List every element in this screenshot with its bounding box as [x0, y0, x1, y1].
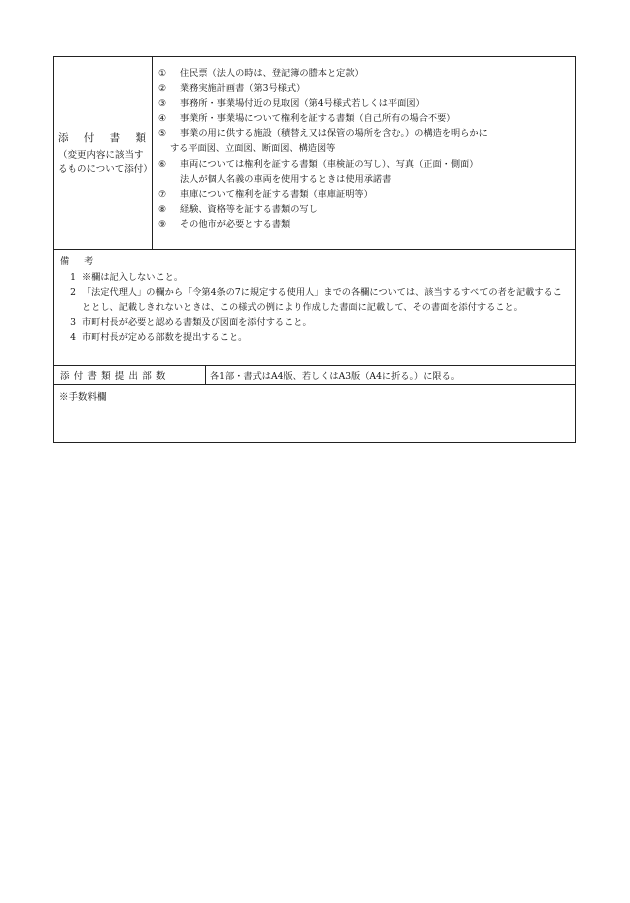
submission-count-label: 添付書類提出部数 — [54, 366, 206, 384]
list-item — [158, 217, 575, 232]
list-item-text: 車両については権利を証する書類（車検証の写し）、写真（正面・側面） — [180, 158, 479, 170]
list-item-text: 経験、資格等を証する書類の写し — [180, 203, 318, 215]
list-item-number: ④ — [158, 113, 167, 125]
note-number: 4 — [70, 332, 76, 343]
submission-count-value: 各1部・書式はA4版、若しくはA3版（A4に折る。）に限る。 — [210, 371, 460, 382]
notes-section — [54, 250, 575, 366]
list-item-number: ⑤ — [158, 128, 167, 140]
note-item — [60, 315, 571, 330]
list-item-text: 業務実施計画書（第3号様式） — [180, 83, 306, 95]
list-item — [158, 96, 575, 111]
list-item-number: ⑧ — [158, 203, 167, 215]
application-form-table — [53, 56, 576, 443]
list-item — [158, 187, 575, 202]
note-number: 3 — [70, 317, 76, 328]
submission-count-row — [54, 366, 575, 385]
attachments-row — [54, 57, 575, 250]
list-item-continuation: 法人が個人名義の車両を使用するときは使用承諾書 — [180, 173, 392, 185]
note-item — [60, 270, 571, 285]
list-item-text: 事務所・事業場付近の見取図（第4号様式若しくは平面図） — [180, 98, 425, 110]
list-item — [158, 202, 575, 217]
notes-title: 備 考 — [60, 256, 100, 267]
list-item — [158, 126, 575, 141]
note-text: 市町村長が定める部数を提出すること。 — [82, 332, 248, 343]
list-item-number: ⑨ — [158, 218, 167, 230]
list-item-number: ⑦ — [158, 188, 167, 200]
list-item-text: 車庫について権利を証する書類（車庫証明等） — [180, 188, 373, 200]
list-item-text: 事業の用に供する施設（積替え又は保管の場所を含む。）の構造を明らかに — [180, 128, 488, 140]
list-item-text: 住民票（法人の時は、登記簿の謄本と定款） — [180, 68, 364, 79]
fee-field-label: ※手数料欄 — [59, 392, 107, 403]
note-text: 市町村長が必要と認める書類及び図面を添付すること。 — [82, 317, 312, 328]
list-item — [158, 66, 575, 81]
attachments-label-title: 添 付 書 類 — [58, 131, 153, 144]
list-item — [158, 111, 575, 126]
list-item-number: ⑥ — [158, 158, 167, 170]
attachments-label-note: （変更内容に該当するものについて添付） — [58, 149, 153, 175]
list-item-continuation: する平面図、立面図、断面図、構造図等 — [170, 143, 336, 155]
note-text: ※欄は記入しないこと。 — [82, 272, 184, 283]
attachments-list — [153, 57, 575, 249]
note-number: 2 — [70, 287, 76, 298]
fee-field — [54, 385, 575, 442]
note-number: 1 — [70, 272, 76, 283]
list-item-text: 事業所・事業場について権利を証する書類（自己所有の場合不要） — [180, 113, 456, 125]
list-item-number: ② — [158, 83, 167, 95]
note-text: 「法定代理人」の欄から「令第4条の7に規定する使用人」までの各欄については、該当するすべての者を記載することとし、記載しきれないときは、この様式の例により作成した書面に記載して、その書面を添付すること。 — [82, 287, 562, 313]
list-item-number: ③ — [158, 98, 167, 110]
note-item — [60, 285, 571, 315]
list-item-number: ① — [158, 68, 167, 79]
attachments-label-cell — [54, 57, 153, 249]
list-item — [158, 81, 575, 96]
list-item — [158, 157, 575, 172]
list-item-text: その他市が必要とする書類 — [180, 218, 291, 230]
note-item — [60, 330, 571, 345]
